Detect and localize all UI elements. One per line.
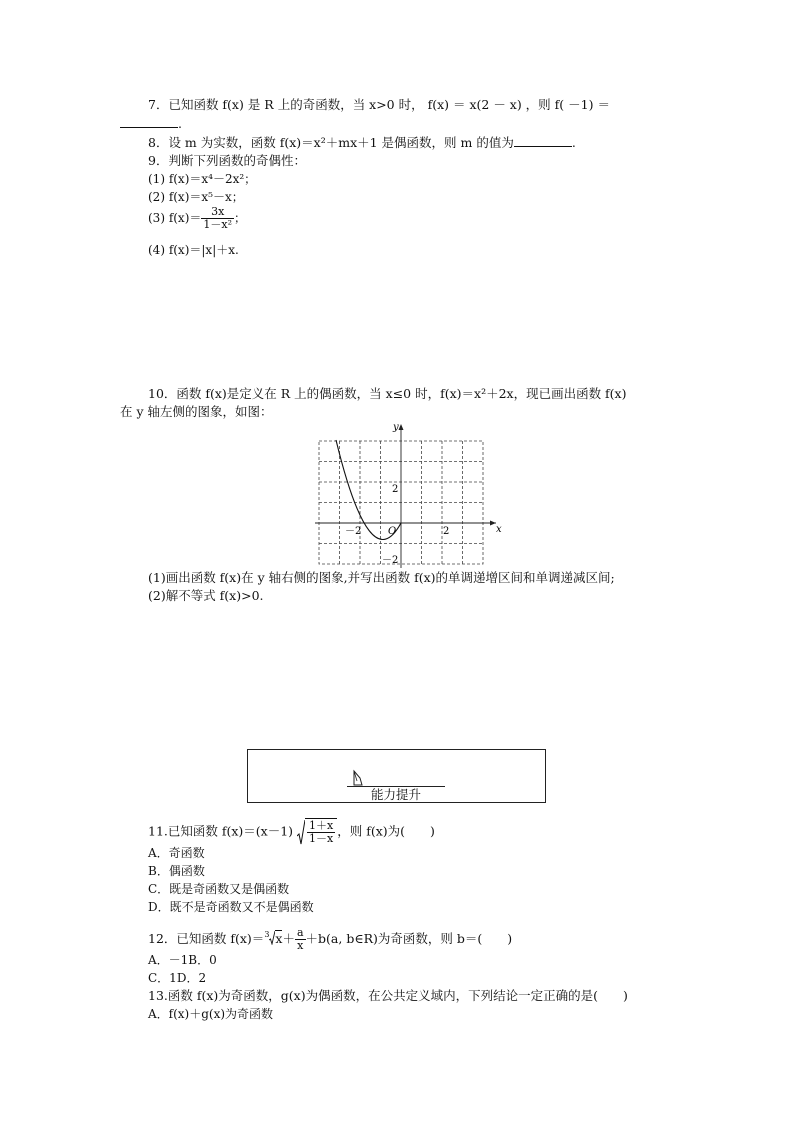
fraction — [201, 206, 234, 231]
q9-title: 9．判断下列函数的奇偶性： — [148, 153, 306, 168]
origin-label: O — [388, 526, 397, 537]
radical-sign-icon — [297, 820, 305, 846]
q11-option-b: B．偶函数 — [148, 864, 205, 878]
tick-label-y-neg2: －2 — [382, 555, 399, 566]
q13-option-a: A．f(x)＋g(x)为奇函数 — [148, 1007, 274, 1021]
function-graph — [312, 418, 506, 570]
tick-label-x-neg2: －2 — [345, 526, 362, 537]
fraction — [307, 820, 335, 845]
q8 — [148, 135, 576, 151]
fraction-numerator: a — [296, 926, 304, 939]
q11-suffix: ，则 f(x)为( ) — [337, 823, 435, 839]
y-axis-label: y — [393, 422, 399, 433]
pen-nib-icon — [351, 769, 365, 787]
q7-end: . — [178, 116, 182, 131]
q11-stem — [148, 818, 435, 846]
q12-options-cd: C．1D．2 — [148, 971, 207, 985]
tick-label-x-2: 2 — [443, 526, 450, 537]
q11-option-a: A．奇函数 — [148, 846, 205, 860]
cube-root-radicand: x — [275, 931, 283, 946]
y-axis-arrow — [399, 424, 404, 430]
q9-part2: (2) f(x)＝x⁵－x； — [148, 190, 244, 204]
q9-part3-suffix: ； — [234, 211, 247, 225]
q12-suffix: ＋b(a, b∈R)为奇函数，则 b＝( ) — [305, 931, 513, 946]
axes — [315, 426, 496, 568]
q11-option-d: D．既不是奇函数又不是偶函数 — [148, 900, 314, 914]
q7-line2 — [120, 116, 182, 132]
q10-sub1: (1)画出函数 f(x)在 y 轴右侧的图象,并写出函数 f(x)的单调递增区间和单调递减区间; — [148, 570, 615, 585]
q8-end: . — [571, 135, 576, 150]
q12-stem — [148, 927, 512, 952]
fraction-numerator: 1＋x — [309, 819, 334, 832]
q10-sub2: (2)解不等式 f(x)>0. — [148, 588, 264, 603]
section-banner — [247, 749, 546, 803]
q12-options-ab: A．－1B．0 — [148, 953, 217, 967]
banner-title: 能力提升 — [370, 787, 421, 802]
answer-blank — [120, 116, 178, 128]
q13-stem: 13.函数 f(x)为奇函数，g(x)为偶函数，在公共定义域内，下列结论一定正确的是( ) — [148, 988, 628, 1003]
q10-line1: 10．函数 f(x)是定义在 R 上的偶函数，当 x≤0 时，f(x)＝x²＋2x，现已画出函数 f(x) — [148, 386, 627, 401]
q7-line1: 7．已知函数 f(x) 是 R 上的奇函数，当 x>0 时， f(x) ＝ x(2 － x) ，则 f( －1) ＝ — [148, 97, 610, 112]
q12-prefix: 12．已知函数 f(x)＝ — [148, 931, 265, 946]
fraction-denominator: x — [295, 939, 306, 952]
q9-part4: (4) f(x)＝|x|＋x. — [148, 243, 239, 257]
fraction-denominator: 1－x — [309, 832, 334, 845]
q11-prefix: 11.已知函数 f(x)＝(x－1) — [148, 823, 294, 839]
cube-root-index: 3 — [264, 930, 270, 939]
q9-part3 — [148, 206, 246, 231]
fraction-denominator: 1－x² — [203, 218, 233, 231]
x-axis-label: x — [496, 524, 502, 535]
q9-part3-prefix: (3) f(x)＝ — [148, 211, 202, 225]
tick-label-y-2: 2 — [392, 484, 399, 495]
q9-part1: (1) f(x)＝x⁴－2x²； — [148, 172, 257, 186]
square-root — [297, 818, 337, 846]
fraction-numerator: 3x — [211, 205, 225, 218]
answer-blank — [514, 135, 572, 147]
q8-text: 8．设 m 为实数，函数 f(x)＝x²＋mx＋1 是偶函数，则 m 的值为 — [148, 135, 514, 150]
q10-line2: 在 y 轴左侧的图象，如图： — [120, 404, 273, 419]
q12-plus: ＋ — [282, 931, 295, 946]
q11-option-c: C．既是奇函数又是偶函数 — [148, 882, 290, 896]
fraction — [295, 927, 306, 952]
